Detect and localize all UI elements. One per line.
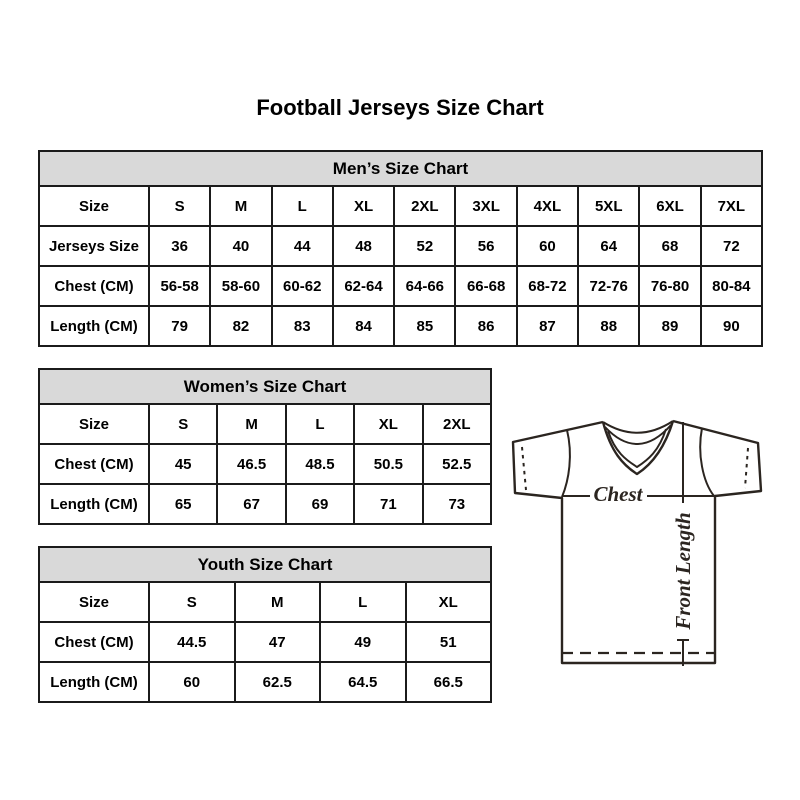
column-header-cell: 3XL: [455, 186, 516, 226]
table-row: [39, 484, 491, 524]
data-cell: 87: [517, 306, 578, 346]
chest-label: Chest: [593, 482, 643, 506]
data-cell: 56: [455, 226, 516, 266]
row-label-cell: Chest (CM): [39, 444, 149, 484]
column-header-cell: L: [320, 582, 406, 622]
data-cell: 48: [333, 226, 394, 266]
column-header-cell: S: [149, 186, 210, 226]
data-cell: 66.5: [406, 662, 492, 702]
data-cell: 62.5: [235, 662, 321, 702]
data-cell: 65: [149, 484, 217, 524]
data-cell: 56-58: [149, 266, 210, 306]
left-sleeve-seam: [562, 430, 570, 497]
data-cell: 45: [149, 444, 217, 484]
data-cell: 67: [217, 484, 285, 524]
row-label-cell: Chest (CM): [39, 622, 149, 662]
data-cell: 82: [210, 306, 271, 346]
front-length-label: Front Length: [671, 512, 695, 630]
column-header-cell: 4XL: [517, 186, 578, 226]
data-cell: 44: [272, 226, 333, 266]
data-cell: 90: [701, 306, 762, 346]
table-row: [39, 226, 762, 266]
data-cell: 85: [394, 306, 455, 346]
data-cell: 72-76: [578, 266, 639, 306]
table-row: [39, 306, 762, 346]
row-label-cell: Size: [39, 404, 149, 444]
data-cell: 50.5: [354, 444, 422, 484]
right-cuff-dashed-line: [745, 448, 748, 488]
data-cell: 76-80: [639, 266, 700, 306]
row-label-cell: Length (CM): [39, 662, 149, 702]
row-label-cell: Length (CM): [39, 306, 149, 346]
column-header-cell: L: [286, 404, 354, 444]
table-title: Men’s Size Chart: [39, 151, 762, 186]
column-header-cell: M: [235, 582, 321, 622]
data-cell: 84: [333, 306, 394, 346]
collar-v-inner: [608, 429, 666, 467]
left-cuff-dashed-line: [522, 447, 526, 490]
row-label-cell: Length (CM): [39, 484, 149, 524]
row-label-cell: Jerseys Size: [39, 226, 149, 266]
data-cell: 68: [639, 226, 700, 266]
table-row: [39, 662, 491, 702]
data-cell: 88: [578, 306, 639, 346]
row-label-cell: Size: [39, 186, 149, 226]
column-header-cell: XL: [333, 186, 394, 226]
row-label-cell: Chest (CM): [39, 266, 149, 306]
column-header-cell: 6XL: [639, 186, 700, 226]
data-cell: 66-68: [455, 266, 516, 306]
data-cell: 71: [354, 484, 422, 524]
data-cell: 51: [406, 622, 492, 662]
data-cell: 48.5: [286, 444, 354, 484]
column-header-cell: 2XL: [423, 404, 491, 444]
jersey-measurement-diagram: [495, 400, 775, 680]
data-cell: 69: [286, 484, 354, 524]
column-header-cell: L: [272, 186, 333, 226]
jersey-outline: [513, 421, 761, 663]
data-cell: 60: [517, 226, 578, 266]
column-header-cell: M: [210, 186, 271, 226]
youth-size-chart-table: [38, 546, 492, 703]
data-cell: 62-64: [333, 266, 394, 306]
table-title: Women’s Size Chart: [39, 369, 491, 404]
data-cell: 52: [394, 226, 455, 266]
womens-size-chart-table: [38, 368, 492, 525]
table-row: [39, 622, 491, 662]
data-cell: 58-60: [210, 266, 271, 306]
right-sleeve-seam: [700, 428, 714, 496]
data-cell: 80-84: [701, 266, 762, 306]
table-row: [39, 266, 762, 306]
data-cell: 68-72: [517, 266, 578, 306]
table-row: [39, 582, 491, 622]
collar-top-arc: [603, 421, 673, 433]
column-header-cell: 7XL: [701, 186, 762, 226]
data-cell: 83: [272, 306, 333, 346]
table-title: Youth Size Chart: [39, 547, 491, 582]
column-header-cell: S: [149, 404, 217, 444]
table-row: [39, 186, 762, 226]
data-cell: 44.5: [149, 622, 235, 662]
data-cell: 60-62: [272, 266, 333, 306]
column-header-cell: M: [217, 404, 285, 444]
row-label-cell: Size: [39, 582, 149, 622]
data-cell: 73: [423, 484, 491, 524]
data-cell: 64-66: [394, 266, 455, 306]
data-cell: 72: [701, 226, 762, 266]
data-cell: 40: [210, 226, 271, 266]
mens-size-chart-table: [38, 150, 763, 347]
table-row: [39, 404, 491, 444]
page-title: Football Jerseys Size Chart: [256, 95, 544, 120]
column-header-cell: XL: [354, 404, 422, 444]
data-cell: 49: [320, 622, 406, 662]
data-cell: 89: [639, 306, 700, 346]
data-cell: 46.5: [217, 444, 285, 484]
column-header-cell: 5XL: [578, 186, 639, 226]
data-cell: 79: [149, 306, 210, 346]
data-cell: 60: [149, 662, 235, 702]
column-header-cell: S: [149, 582, 235, 622]
data-cell: 47: [235, 622, 321, 662]
data-cell: 64: [578, 226, 639, 266]
data-cell: 36: [149, 226, 210, 266]
column-header-cell: 2XL: [394, 186, 455, 226]
column-header-cell: XL: [406, 582, 492, 622]
data-cell: 86: [455, 306, 516, 346]
table-row: [39, 444, 491, 484]
data-cell: 64.5: [320, 662, 406, 702]
data-cell: 52.5: [423, 444, 491, 484]
